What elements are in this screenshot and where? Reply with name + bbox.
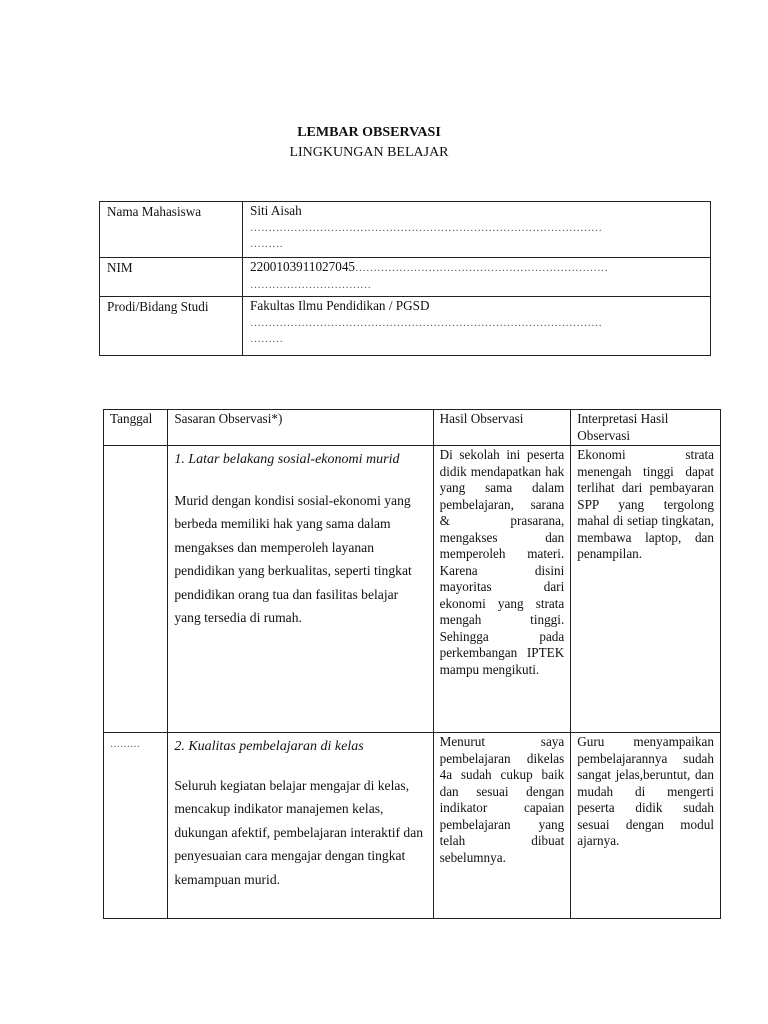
observation-table	[103, 409, 721, 919]
interpretation-cell: Guru menyampaikan pembelajarannya sudah sangat jelas,beruntut, dan mudah di mengerti peserta didik sudah sesuai dengan modul ajarnya.	[571, 733, 721, 919]
info-label: Prodi/Bidang Studi	[100, 297, 243, 356]
info-row-name	[100, 202, 711, 258]
result-cell: Menurut saya pembelajaran dikelas 4a sudah cukup baik dan sesuai dengan indikator capaian pembelajaran yang telah dibuat sebelumnya.	[433, 733, 571, 919]
info-label: Nama Mahasiswa	[100, 202, 243, 258]
date-cell	[104, 446, 168, 733]
fill-dots: ………	[250, 237, 283, 250]
observation-row	[104, 446, 721, 733]
fill-dots: ……………………………………………………………………………………	[250, 316, 602, 329]
info-label: NIM	[100, 258, 243, 297]
header-target: Sasaran Observasi*)	[168, 410, 433, 446]
observation-row	[104, 733, 721, 919]
fill-dots: ……………………………………………………………	[355, 262, 609, 274]
document-subtitle: LINGKUNGAN BELAJAR	[289, 145, 449, 160]
fill-dots: ……………………………………………………………………………………	[250, 221, 602, 234]
header-interpretation: Interpretasi Hasil Observasi	[571, 410, 721, 446]
info-row-nim	[100, 258, 711, 297]
result-cell: Di sekolah ini peserta didik mendapatkan hak yang sama dalam pembelajaran, sarana & prasarana, mengakses dan memperoleh materi. Karena disini mayoritas dari ekonomi yang strata mengah tinggi. Sehingga pada perkembangan IPTEK mampu mengikuti.	[433, 446, 571, 733]
interpretation-cell: Ekonomi strata menengah tinggi dapat terlihat dari pembayaran SPP yang tergolong mahal di setiap tingkatan, membawa laptop, dan penampilan.	[571, 446, 721, 733]
student-info-table	[99, 201, 711, 356]
header-result: Hasil Observasi	[433, 410, 571, 446]
target-description: Murid dengan kondisi sosial-ekonomi yang berbeda memiliki hak yang sama dalam mengakses dan memperoleh layanan pendidikan yang berkualitas, seperti tingkat pendidikan orang tua dan fasilitas belajar yang tersedia di rumah.	[174, 492, 412, 625]
observation-header-row	[104, 410, 721, 446]
target-description: Seluruh kegiatan belajar mengajar di kelas, mencakup indikator manajemen kelas, dukungan afektif, pembelajaran interaktif dan penyesuaian cara mengajar dengan tingkat kemampuan murid.	[174, 777, 424, 887]
header-date: Tanggal	[104, 410, 168, 446]
document-title: LEMBAR OBSERVASI	[297, 125, 441, 140]
student-name-value: Siti Aisah	[250, 203, 302, 218]
target-title: 1. Latar belakang sosial-ekonomi murid	[174, 452, 400, 467]
info-row-prodi	[100, 297, 711, 356]
fill-dots: ……………………………	[250, 278, 371, 291]
study-program-value: Fakultas Ilmu Pendidikan / PGSD	[250, 298, 430, 313]
fill-dots: ………	[250, 332, 283, 345]
target-title: 2. Kualitas pembelajaran di kelas	[174, 739, 364, 754]
student-nim-value: 2200103911027045	[250, 259, 356, 274]
date-cell: ………	[104, 733, 168, 919]
